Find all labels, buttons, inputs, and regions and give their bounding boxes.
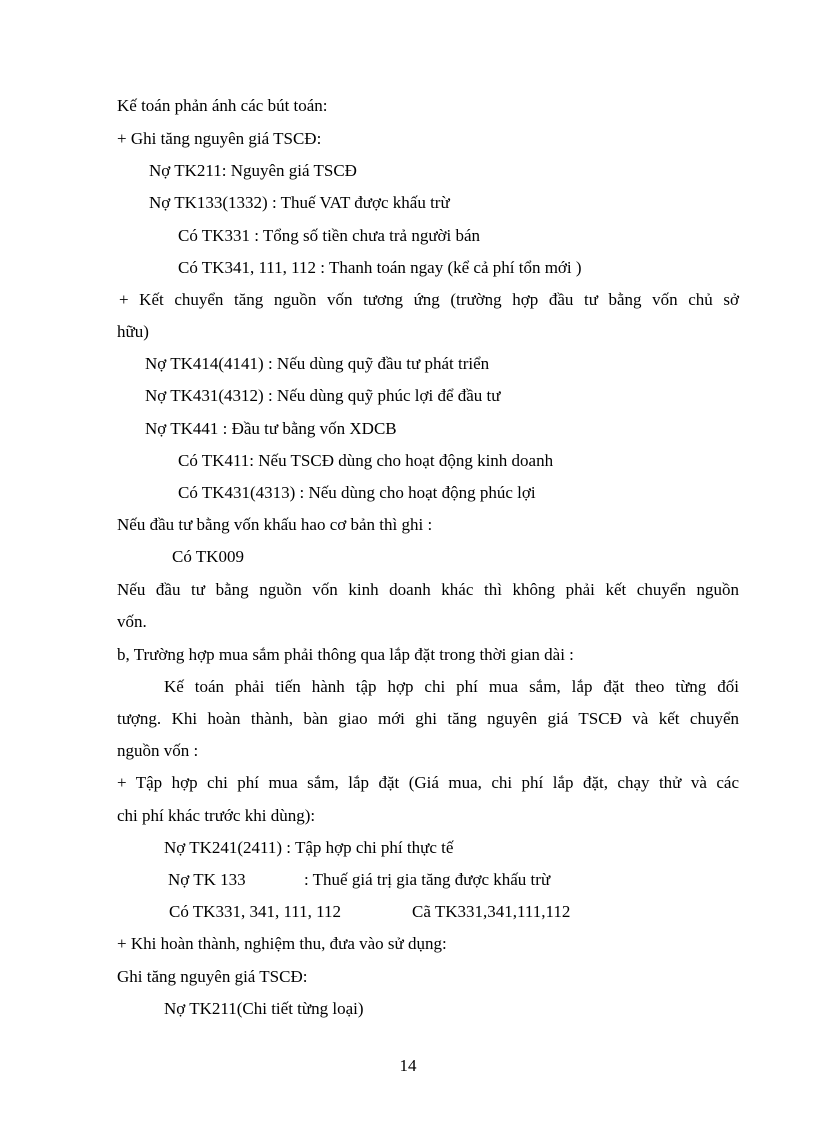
text-line: Có TK331 : Tổng số tiền chưa trả người bán bbox=[178, 226, 481, 245]
text-line: Nợ TK414(4141) : Nếu dùng quỹ đầu tư phát triển bbox=[145, 354, 490, 373]
text-line: + Khi hoàn thành, nghiệm thu, đưa vào sử dụng: bbox=[117, 934, 447, 953]
text-line: tượng. Khi hoàn thành, bàn giao mới ghi tăng nguyên giá TSCĐ và kết chuyển bbox=[117, 709, 739, 728]
text-line: Nợ TK441 : Đầu tư bằng vốn XDCB bbox=[145, 419, 397, 438]
text-line: + Tập hợp chi phí mua sắm, lắp đặt (Giá mua, chi phí lắp đặt, chạy thử và các bbox=[117, 773, 739, 792]
text-line: b, Trường hợp mua sắm phải thông qua lắp đặt trong thời gian dài : bbox=[117, 645, 574, 664]
text-line: Nợ TK133(1332) : Thuế VAT được khấu trừ bbox=[149, 193, 450, 212]
text-line: Nợ TK 133 bbox=[168, 870, 246, 889]
page-number: 14 bbox=[399, 1056, 417, 1075]
text-line: Cã TK331,341,111,112 bbox=[412, 902, 571, 921]
text-line: : Thuế giá trị gia tăng được khấu trừ bbox=[304, 870, 551, 889]
text-line: Kế toán phải tiến hành tập hợp chi phí mua sắm, lắp đặt theo từng đối bbox=[164, 677, 739, 696]
text-line: chi phí khác trước khi dùng): bbox=[117, 806, 316, 825]
text-line: Có TK009 bbox=[172, 547, 244, 566]
text-line: Nợ TK241(2411) : Tập hợp chi phí thực tế bbox=[164, 838, 454, 857]
text-line: Có TK431(4313) : Nếu dùng cho hoạt động phúc lợi bbox=[178, 483, 536, 502]
text-line: Nếu đầu tư bằng nguồn vốn kinh doanh khác thì không phải kết chuyển nguồn bbox=[117, 580, 739, 599]
text-line: Kế toán phản ánh các bút toán: bbox=[117, 96, 328, 115]
text-line: Có TK331, 341, 111, 112 bbox=[169, 902, 342, 921]
text-line: Có TK411: Nếu TSCĐ dùng cho hoạt động kinh doanh bbox=[178, 451, 554, 470]
text-line: Nợ TK431(4312) : Nếu dùng quỹ phúc lợi để đầu tư bbox=[145, 386, 501, 405]
text-line: Ghi tăng nguyên giá TSCĐ: bbox=[117, 967, 308, 986]
text-line: Nếu đầu tư bằng vốn khấu hao cơ bản thì ghi : bbox=[117, 515, 433, 534]
text-line: hữu) bbox=[117, 322, 149, 341]
text-line: Nợ TK211: Nguyên giá TSCĐ bbox=[149, 161, 357, 180]
text-line: Nợ TK211(Chi tiết từng loại) bbox=[164, 999, 364, 1018]
text-line: Có TK341, 111, 112 : Thanh toán ngay (kể cả phí tổn mới ) bbox=[178, 258, 582, 277]
text-line: + Ghi tăng nguyên giá TSCĐ: bbox=[117, 129, 322, 148]
text-line: vốn. bbox=[117, 612, 147, 631]
text-line: nguồn vốn : bbox=[117, 741, 199, 760]
text-line: + Kết chuyển tăng nguồn vốn tương ứng (trường hợp đầu tư bằng vốn chủ sở bbox=[119, 290, 739, 309]
